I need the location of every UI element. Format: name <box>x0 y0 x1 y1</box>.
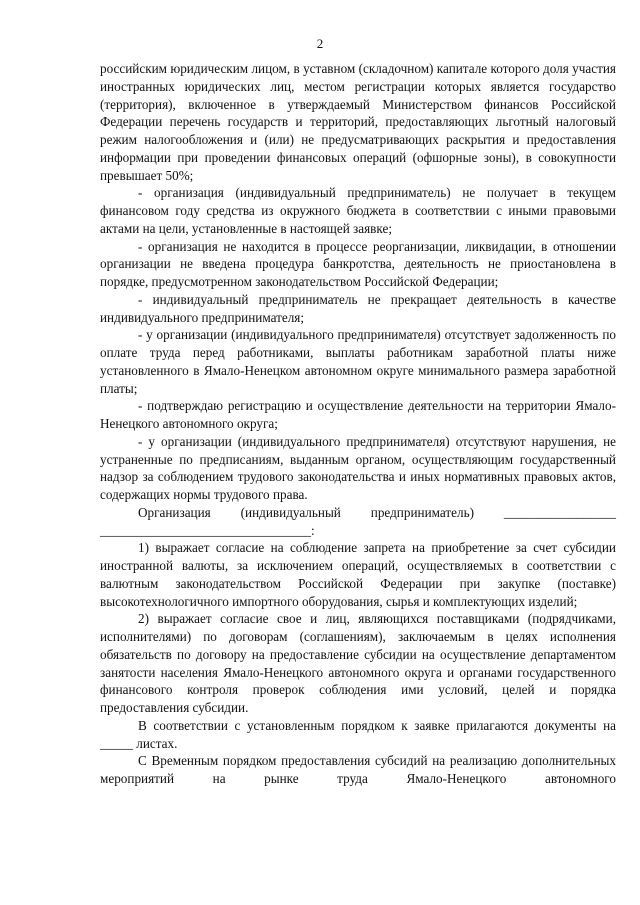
paragraph-registration: - подтверждаю регистрацию и осуществление деятельности на территории Ямало-Ненецкого автономного округа; <box>100 398 616 431</box>
paragraph-reorganization: - организация не находится в процессе реорганизации, ликвидации, в отношении организации не введена процедура банкротства, деятельность не приостановлена в порядке, предусмотренном законодательством Российской Федерации; <box>100 238 616 289</box>
paragraph-organization-name: Организация (индивидуальный предприниматель) _________________ ________________________________: <box>100 504 616 538</box>
paragraph-attachments: В соответствии с установленным порядком к заявке прилагаются документы на _____ листах. <box>100 717 616 751</box>
paragraph-procedure: С Временным порядком предоставления субсидий на реализацию дополнительных мероприятий на рынке труда Ямало-Ненецкого автономного <box>100 753 616 786</box>
paragraph-wage-debt: - у организации (индивидуального предпринимателя) отсутствует задолженность по оплате труда перед работниками, выплаты работникам заработной платы ниже установленного в Ямало-Ненецком автономном округе минимального размера заработной платы; <box>100 327 616 396</box>
paragraph-entrepreneur-activity: - индивидуальный предприниматель не прекращает деятельность в качестве индивидуального предпринимателя; <box>100 291 616 325</box>
paragraph-offshore-criteria: российским юридическим лицом, в уставном (складочном) капитале которого доля участия иностранных юридических лиц, местом регистрации которых является государство (территория), включенное в утверждаемый Министерством финансов Российской Федерации перечень государств и территорий, предоставляющих льготный налоговый режим налогообложения и (или) не предусматривающих раскрытия и предоставления информации при проведении финансовых операций (офшорные зоны), в совокупности превышает 50%; <box>100 61 616 183</box>
page-number: 2 <box>316 36 324 51</box>
paragraph-budget-funds: - организация (индивидуальный предприниматель) не получает в текущем финансовом году средства из окружного бюджета в соответствии с иными правовыми актами на цели, установленные в настоящей заявке; <box>100 185 616 236</box>
document-body <box>100 60 616 788</box>
paragraph-currency-consent: 1) выражает согласие на соблюдение запрета на приобретение за счет субсидии иностранной валюты, за исключением операций, осуществляемых в соответствии с валютным законодательством Российской Федерации при закупке (поставке) высокотехнологичного импортного оборудования, сырья и комплектующих изделий; <box>100 540 616 609</box>
paragraph-labor-violations: - у организации (индивидуального предпринимателя) отсутствуют нарушения, не устраненные по предписаниям, выданным органом, осуществляющим государственный надзор за соблюдением трудового законодательства и иных нормативных правовых актов, содержащих нормы трудового права. <box>100 433 616 502</box>
paragraph-audit-consent: 2) выражает согласие свое и лиц, являющихся поставщиками (подрядчиками, исполнителями) по договорам (соглашениям), заключаемым в целях исполнения обязательств по договору на предоставление субсидии на осуществление департаментом занятости населения Ямало-Ненецкого автономного округа и органами государственного финансового контроля проверок соблюдения ими условий, целей и порядка предоставления субсидии. <box>100 611 616 715</box>
